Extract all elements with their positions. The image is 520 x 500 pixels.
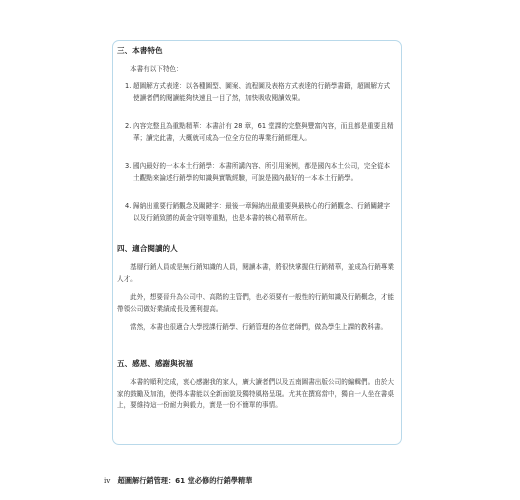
list-text: 國內最好的一本本土行銷學：本書所講內容、所引用案例，都是國內本土公司，完全從本土觀點來論述行銷學的知識與實戰經驗，可說是國內最好的一本本土行銷學。 (133, 162, 391, 182)
page-number: iv (104, 476, 111, 485)
section-intro-text: 本書有以下特色： (130, 65, 183, 73)
feature-list-item (125, 201, 395, 224)
paragraph-text: 此外，想要晉升為公司中、高階的主管們，也必須要有一般性的行銷知識及行銷概念，才能帶領公司做好業績成長及獲利提高。 (117, 293, 394, 313)
list-number: 4. (125, 202, 132, 210)
list-number: 2. (125, 122, 132, 130)
section-title-audience: 四、適合閱讀的人 (117, 244, 178, 253)
paragraph (117, 377, 394, 412)
feature-list-item (125, 121, 395, 144)
paragraph-text: 本書的順利完成，衷心感謝我的家人，廣大讀者們以及五南圖書出版公司的編輯們。由於大家的鼓勵及加油，使得本書能以全新面貌及獨特風格呈現。尤其在撰寫當中，獨自一人坐在書桌上，要維持這一份耐力與毅力，實是一份不簡單的事情。 (117, 378, 394, 410)
list-text: 超圖解方式表達：以各種圖型、圖案、流程圖及表格方式表達的行銷學書籍，超圖解方式使讀者們的閱讀能夠快速且一目了然，加快吸收閱讀效果。 (133, 82, 391, 102)
paragraph-text: 基層行銷人員或是無行銷知識的人員，閱讀本書，將很快掌握住行銷精華，並成為行銷專業人才。 (117, 263, 394, 283)
feature-list-item (125, 81, 395, 104)
page-footer (104, 476, 252, 486)
feature-list-item (125, 161, 395, 184)
list-text: 歸納出重要行銷觀念及關鍵字：最後一章歸納出最重要與最核心的行銷觀念、行銷關鍵字以及行銷致勝的黃金守則等重點，也是本書的核心精華所在。 (133, 202, 391, 222)
list-number: 3. (125, 162, 132, 170)
list-number: 1. (125, 82, 132, 90)
section-intro (117, 64, 394, 76)
paragraph (117, 292, 394, 315)
section-title-features: 三、本書特色 (117, 46, 163, 55)
paragraph (117, 322, 394, 334)
paragraph-text: 當然，本書也很適合大學授課行銷學、行銷管理的各位老師們，做為學生上課的教科書。 (130, 323, 388, 331)
section-title-thanks: 五、感恩、感謝與祝福 (117, 359, 193, 368)
running-title: 超圖解行銷管理：61 堂必修的行銷學精華 (117, 476, 253, 485)
paragraph (117, 262, 394, 285)
list-text: 內容完整且為重點精華：本書計有 28 章，61 堂課的完整與豐富內容，而且都是重要且精華；讀完此書，大概就可成為一位全方位的專業行銷經理人。 (133, 122, 394, 142)
